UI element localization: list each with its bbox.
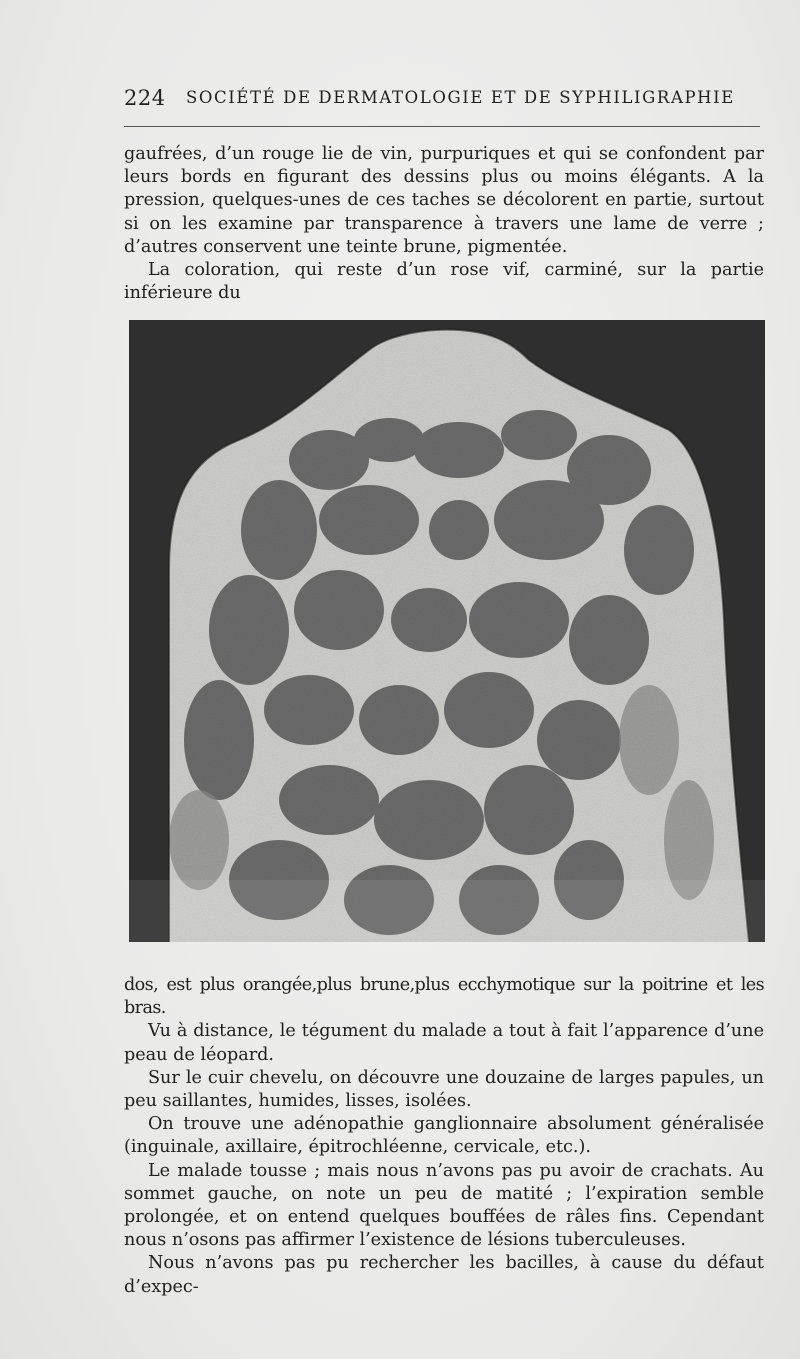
paragraph: gaufrées, d’un rouge lie de vin, purpuriques et qui se confondent par leurs bords en figurant des dessins plus ou moins élégants. A la pression, quelques-unes de ces taches se décolorent en partie, surtout si on les examine par transparence à travers une lame de verre ; d’autres conservent une teinte brune, pigmentée. [124,144,764,257]
header-rule [124,126,760,127]
page-number: 224 [124,86,166,110]
running-head: SOCIÉTÉ DE DERMATOLOGIE ET DE SYPHILIGRAPHIE [186,88,735,107]
paragraph: La coloration, qui reste d’un rose vif, carminé, sur la partie inférieure du [124,260,764,304]
paragraph: Nous n’avons pas pu rechercher les bacilles, à cause du défaut d’expec- [124,1253,764,1297]
clinical-photograph [129,320,765,942]
paragraph: On trouve une adénopathie ganglionnaire absolument généralisée (inguinale, axillaire, épitrochléenne, cervicale, etc.). [124,1114,764,1158]
paragraph: Le malade tousse ; mais nous n’avons pas pu avoir de crachats. Au sommet gauche, on note un peu de matité ; l’expiration semble prolongée, et on entend quelques bouffées de râles fins. Cependant nous n’osons pas affirmer l’existence de lésions tuberculeuses. [124,1160,764,1251]
patient-back-photo [129,320,765,942]
paragraph: Vu à distance, le tégument du malade a tout à fait l’apparence d’une peau de léopard. [124,1021,764,1065]
bottom-text [124,974,764,1299]
page-header [124,86,756,116]
paragraph: Sur le cuir chevelu, on découvre une douzaine de larges papules, un peu saillantes, humides, lisses, isolées. [124,1067,764,1112]
top-text [124,143,764,305]
paragraph: dos, est plus orangée,plus brune,plus ecchymotique sur la poitrine et les bras. [124,975,764,1019]
